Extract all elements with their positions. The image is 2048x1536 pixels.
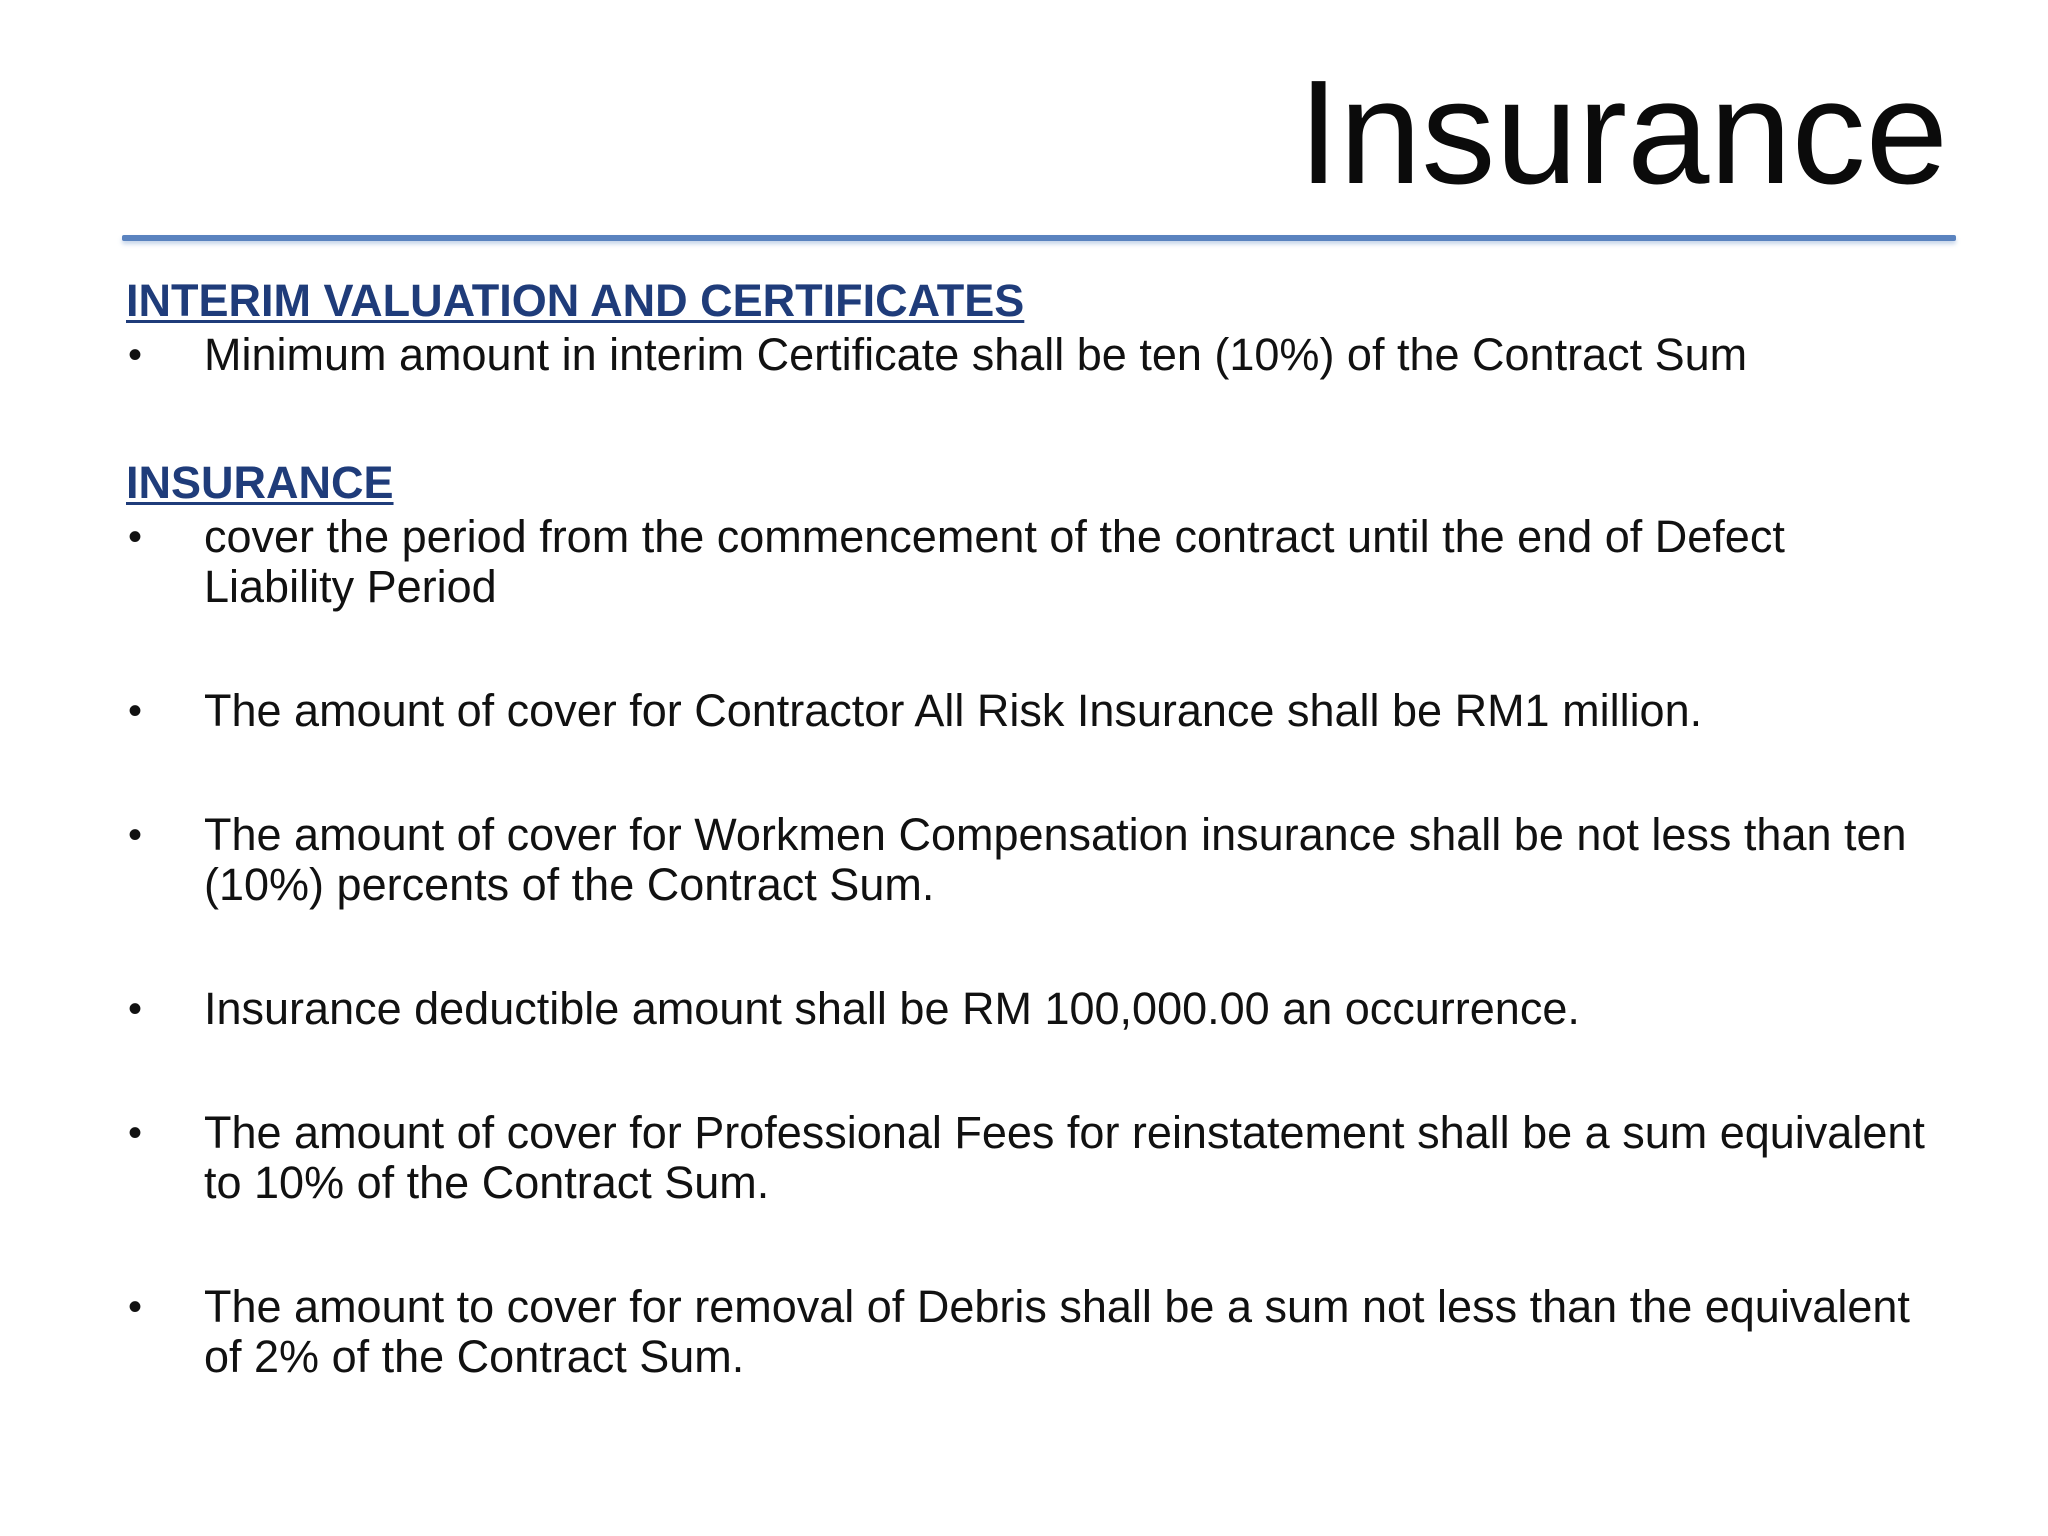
interim-valuation-list xyxy=(126,330,1926,380)
bullet-icon: • xyxy=(128,987,143,1031)
bullet-icon: • xyxy=(128,813,143,857)
list-item xyxy=(126,330,1926,380)
slide-title: Insurance xyxy=(1298,50,1948,215)
insurance-list xyxy=(126,512,1926,1382)
bullet-text: Minimum amount in interim Certificate shall be ten (10%) of the Contract Sum xyxy=(204,329,1748,380)
bullet-text: cover the period from the commencement of the contract until the end of Defect Liability Period xyxy=(204,511,1785,612)
list-item xyxy=(126,686,1926,736)
section-heading-interim-valuation: INTERIM VALUATION AND CERTIFICATES xyxy=(126,275,1025,326)
list-item xyxy=(126,512,1926,612)
list-item xyxy=(126,810,1926,910)
bullet-icon: • xyxy=(128,689,143,733)
bullet-icon: • xyxy=(128,333,143,377)
slide-content xyxy=(126,272,1926,1382)
bullet-icon: • xyxy=(128,1111,143,1155)
bullet-icon: • xyxy=(128,1285,143,1329)
title-divider xyxy=(122,235,1956,241)
bullet-text: Insurance deductible amount shall be RM 100,000.00 an occurrence. xyxy=(204,983,1580,1034)
bullet-text: The amount to cover for removal of Debris shall be a sum not less than the equivalent of 2% of the Contract Sum. xyxy=(204,1281,1910,1382)
section-spacer xyxy=(126,380,1926,454)
bullet-icon: • xyxy=(128,515,143,559)
list-item xyxy=(126,984,1926,1034)
section-heading-insurance: INSURANCE xyxy=(126,457,394,508)
bullet-text: The amount of cover for Workmen Compensation insurance shall be not less than ten (10%) percents of the Contract Sum. xyxy=(204,809,1907,910)
list-item xyxy=(126,1282,1926,1382)
list-item xyxy=(126,1108,1926,1208)
bullet-text: The amount of cover for Professional Fees for reinstatement shall be a sum equivalent to 10% of the Contract Sum. xyxy=(204,1107,1925,1208)
bullet-text: The amount of cover for Contractor All Risk Insurance shall be RM1 million. xyxy=(204,685,1703,736)
